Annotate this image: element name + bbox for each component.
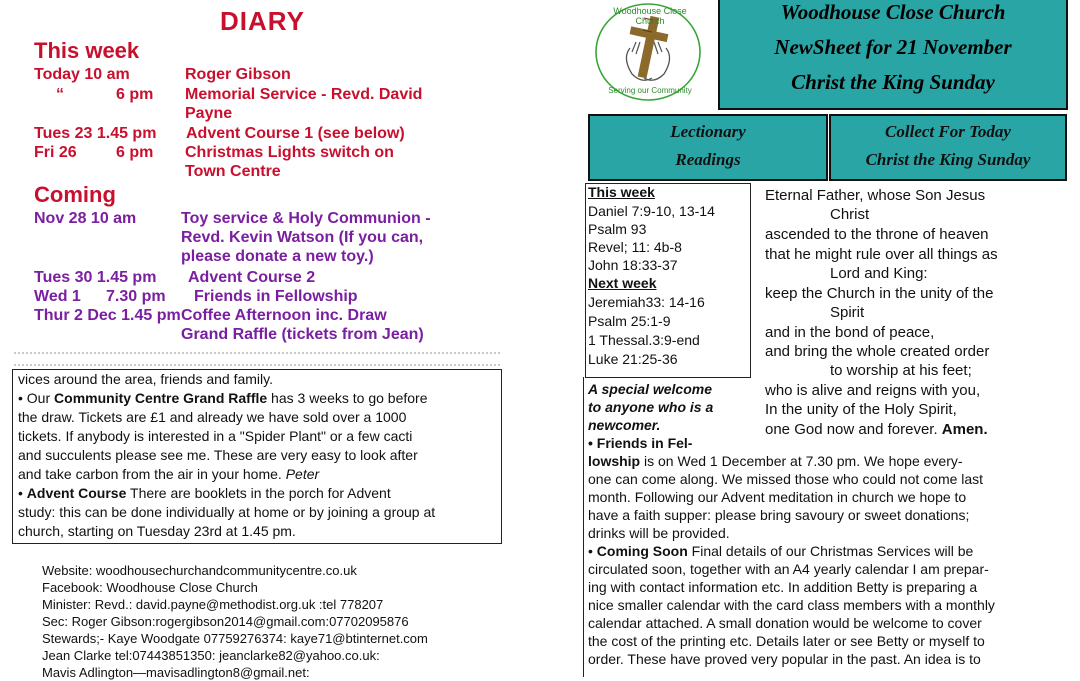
friends-line [588,453,963,469]
raffle-title: Community Centre Grand Raffle [54,390,268,406]
friends-title: Friends in Fel- [596,435,693,451]
notice-line: and succulents please see me. These are very easy to look after [18,447,418,463]
diary-title: DIARY [220,6,305,36]
diary-entry-when: Wed 1 [34,288,81,305]
newsheet-date: NewSheet for 21 November [774,35,1012,59]
diary-entry-time: 6 pm [116,144,154,161]
secretary-contact: Sec: Roger Gibson:rogergibson2014@gmail.com:07702095876 [42,614,409,629]
welcome-line: to anyone who is a [588,399,714,415]
diary-entry-when: Today 10 am [34,66,130,83]
friends-title: lowship [588,453,641,469]
diary-entry-event: Advent Course 1 (see below) [186,125,405,142]
church-name: Woodhouse Close Church [780,0,1006,24]
newsheet-title-box [718,0,1068,110]
collect-box [829,114,1067,181]
coming-soon-line: ing with contact information etc. In addition Betty is preparing a [588,579,978,595]
friends-text: is on Wed 1 December at 7.30 pm. We hope every- [640,453,963,469]
this-week-readings-heading: This week [588,184,655,200]
mavis-contact: Mavis Adlington—mavisadlington8@gmail.net: [42,665,310,680]
diary-entry-event: Toy service & Holy Communion - Revd. Kevin Watson (If you can, please donate a new toy.) [181,210,431,265]
collect-sunday-label: Christ the King Sunday [865,150,1031,169]
next-week-readings-heading: Next week [588,275,657,291]
diary-entry-event: Coffee Afternoon inc. Draw Grand Raffle (tickets from Jean) [181,307,424,343]
diary-entry-when: Nov 28 10 am [34,210,137,227]
notice-text: has 3 weeks to go before [267,390,428,406]
prayer-text: one God now and forever. [765,421,938,438]
prayer-line: that he might rule over all things as [765,246,998,263]
raffle-notice [18,389,502,408]
advent-notice [18,484,502,503]
diary-entry [34,306,514,344]
website-contact: Website: woodhousechurchandcommunitycentre.co.uk [42,563,357,578]
coming-soon-line [588,543,973,559]
coming-soon-line: circulated soon, together with an A4 yearly calendar I am prepar- [588,561,989,577]
diary-entry-when: Tues 23 1.45 pm [34,125,157,142]
notice-line: tickets. If anybody is interested in a "Spider Plant" or a few cacti [18,428,413,444]
notice-line: vices around the area, friends and family. [18,371,273,387]
lectionary-box [588,114,828,181]
this-week-heading: This week [34,38,140,63]
coming-soon-line: the cost of the printing etc. Details later or see Betty or myself to [588,633,985,649]
prayer-line: and in the bond of peace, [765,324,935,341]
prayer-line: keep the Church in the unity of the [765,285,994,302]
diary-entry-time: 7.30 pm [106,288,166,305]
diary-entry [34,268,514,287]
bullet-icon: • [588,543,593,559]
diary-entry-event: Friends in Fellowship [194,288,358,305]
notice-line: church, starting on Tuesday 23rd at 1.45 pm. [18,523,296,539]
diary-entry-time: 6 pm [116,86,154,103]
notice-line: the draw. Tickets are £1 and already we have sold over a 1000 [18,409,407,425]
diary-entry-when: Tues 30 1.45 pm [34,269,157,286]
diary-entry-event: Christmas Lights switch on Town Centre [185,144,394,180]
friends-heading [588,435,692,451]
prayer-line: to worship at his feet; [830,362,972,379]
reading-item: John 18:33-37 [588,257,678,273]
diary-entry [34,85,514,123]
diary-entry [34,65,514,84]
reading-item: Daniel 7:9-10, 13-14 [588,203,715,219]
coming-soon-line: nice smaller calendar with the card class members with a monthly [588,597,995,613]
readings-label: Readings [675,150,741,169]
coming-heading: Coming [34,182,116,207]
stewards-contact: Stewards;- Kaye Woodgate 07759276374: kaye71@btinternet.com [42,631,428,646]
lectionary-label: Lectionary [670,122,746,141]
coming-soon-title: Coming Soon [596,543,688,559]
diary-entry [34,124,514,143]
diary-entry [34,209,514,266]
prayer-line: who is alive and reigns with you, [765,382,981,399]
welcome-line: newcomer. [588,417,661,433]
advent-title: Advent Course [26,485,127,501]
prayer-line [765,421,988,438]
prayer-line: ascended to the throne of heaven [765,226,989,243]
friends-line: month. Following our Advent meditation in church we hope to [588,489,967,505]
church-logo [586,0,714,108]
readings-box [585,183,751,378]
notice-line [18,465,502,484]
notice-line: study: this can be done individually at home or by joining a group at [18,504,436,520]
bullet-icon: • [18,485,23,501]
coming-soon-line: calendar attached. A small donation would be welcome to cover [588,615,982,631]
reading-item: 1 Thessal.3:9-end [588,332,700,348]
diary-entry-when: Fri 26 [34,144,77,161]
notices-box [12,369,502,544]
diary-entry-event: Memorial Service - Revd. David Payne [185,86,423,122]
column-border [583,377,584,677]
friends-line: have a faith supper: please bring savoury or sweet donations; [588,507,970,523]
reading-item: Luke 21:25-36 [588,351,678,367]
reading-item: Psalm 25:1-9 [588,313,671,329]
prayer-line: Lord and King: [830,265,928,282]
coming-soon-text: Final details of our Christmas Services will be [687,543,974,559]
diary-entry-when: Thur 2 Dec 1.45 pm [34,307,181,324]
diary-entry-when: “ [56,86,64,103]
friends-line: drinks will be provided. [588,525,730,541]
reading-item: Revel; 11: 4b-8 [588,239,682,255]
prayer-line: Spirit [830,304,865,321]
sunday-name: Christ the King Sunday [791,70,995,94]
friends-line: one can come along. We missed those who could not come last [588,471,984,487]
prayer-line: and bring the whole created order [765,343,990,360]
diary-entry [34,287,514,306]
collect-prayer [752,183,1062,445]
reading-item: Psalm 93 [588,221,647,237]
notice-text: and take carbon from the air in your home. [18,466,282,482]
collect-label: Collect For Today [885,122,1011,141]
diary-entry-event: Roger Gibson [185,66,291,83]
minister-contact: Minister: Revd.: david.payne@methodist.org.uk :tel 778207 [42,597,384,612]
logo-top-text: Woodhouse Close Church [613,6,687,26]
prayer-line: In the unity of the Holy Spirit, [765,401,957,418]
facebook-contact: Facebook: Woodhouse Close Church [42,580,258,595]
logo-bottom-text: Serving our Community [608,86,692,95]
diary-entry-event: Advent Course 2 [188,269,316,286]
jean-contact: Jean Clarke tel:07443851350: jeanclarke82@yahoo.co.uk: [42,648,380,663]
diary-entry [34,143,514,181]
coming-soon-line: order. These have proved very popular in the past. An idea is to [588,651,981,667]
notice-text: Our [26,390,55,406]
prayer-line: Christ [830,206,870,223]
dotted-divider [14,352,500,366]
reading-item: Jeremiah33: 14-16 [588,294,705,310]
bullet-icon: • [18,390,23,406]
prayer-line: Eternal Father, whose Son Jesus [765,187,986,204]
notice-signature: Peter [285,466,320,482]
amen-text: Amen. [941,421,988,438]
notice-text: There are booklets in the porch for Advent [126,485,391,501]
welcome-line: A special welcome [588,381,712,397]
bullet-icon: • [588,435,593,451]
